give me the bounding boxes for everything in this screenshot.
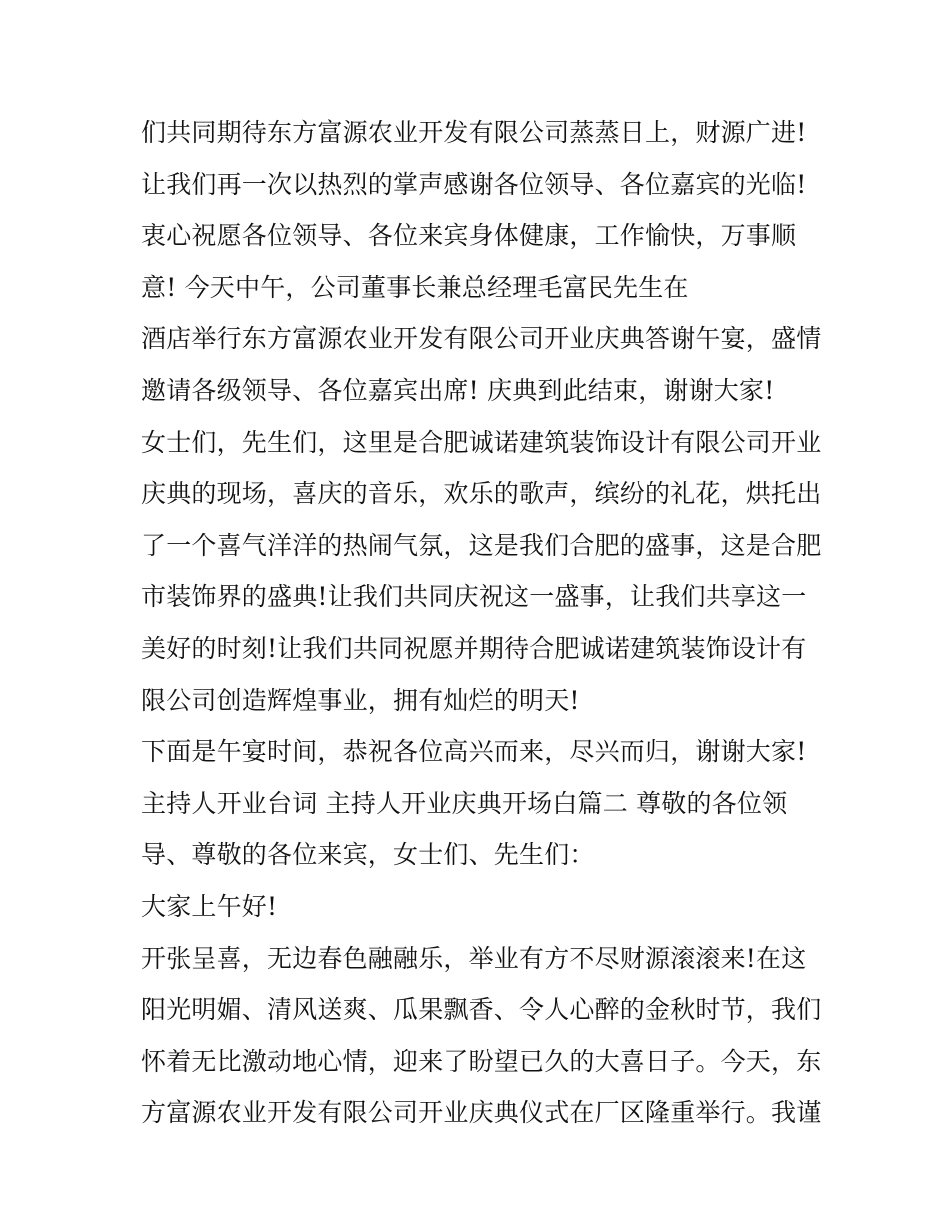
text-line: 衷心祝愿各位领导、各位来宾身体健康，工作愉快，万事顺 [141,221,797,251]
text-line: 了一个喜气洋洋的热闹气氛，这是我们合肥的盛事，这是合肥 [141,530,822,560]
text-line: 女士们，先生们，这里是合肥诚诺建筑装饰设计有限公司开业 [141,427,822,457]
text-line: 让我们再一次以热烈的掌声感谢各位领导、各位嘉宾的光临! [141,169,807,199]
text-line: 意! 今天中午，公司董事长兼总经理毛富民先生在 [141,272,689,302]
text-line: 方富源农业开发有限公司开业庆典仪式在厂区隆重举行。我谨 [141,1098,822,1128]
document-body [141,107,831,1139]
text-line: 们共同期待东方富源农业开发有限公司蒸蒸日上，财源广进! [141,118,807,147]
text-line: 限公司创造辉煌事业，拥有灿烂的明天! [141,685,580,715]
text-line: 开张呈喜，无边春色融融乐，举业有方不尽财源滚滚来!在这 [141,943,807,973]
text-line: 主持人开业台词 主持人开业庆典开场白篇二 尊敬的各位领 [141,788,788,818]
text-line: 大家上午好! [141,891,278,921]
text-line: 美好的时刻!让我们共同祝愿并期待合肥诚诺建筑装饰设计有 [141,633,807,663]
text-line: 庆典的现场，喜庆的音乐，欢乐的歌声，缤纷的礼花，烘托出 [141,479,822,509]
text-line: 邀请各级领导、各位嘉宾出席! 庆典到此结束，谢谢大家! [141,375,775,405]
text-line: 市装饰界的盛典!让我们共同庆祝这一盛事，让我们共享这一 [141,582,807,612]
text-line: 导、尊敬的各位来宾，女士们、先生们： [141,840,595,870]
text-line: 下面是午宴时间，恭祝各位高兴而来，尽兴而归，谢谢大家! [141,737,807,767]
text-line: 阳光明媚、清风送爽、瓜果飘香、令人心醉的金秋时节，我们 [141,995,822,1025]
text-line: 酒店举行东方富源农业开发有限公司开业庆典答谢午宴，盛情 [141,324,822,354]
text-line: 怀着无比激动地心情，迎来了盼望已久的大喜日子。今天，东 [141,1046,822,1076]
